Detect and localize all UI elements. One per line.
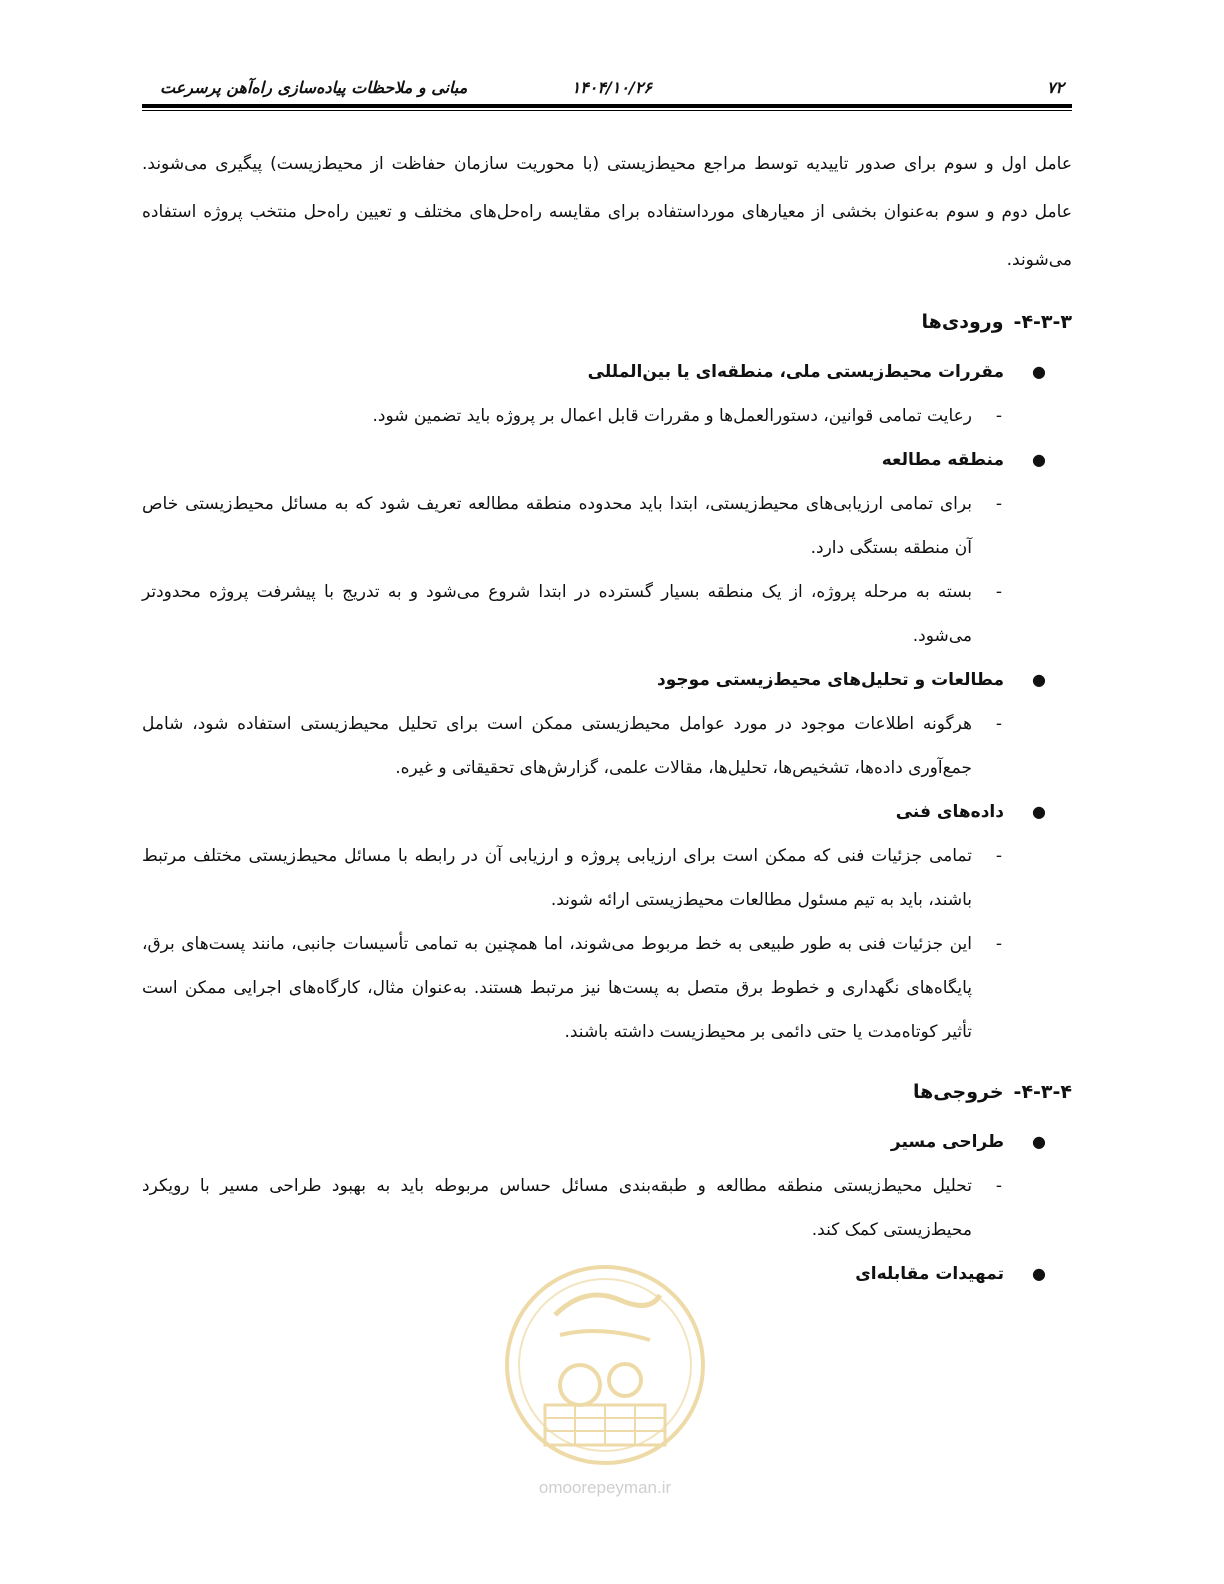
dash-icon: -	[995, 494, 1002, 514]
bullet-item: ● داده‌های فنی	[142, 792, 1072, 832]
bullet-icon: ●	[1032, 1132, 1046, 1151]
bullet-item: ● مطالعات و تحلیل‌های محیط‌زیستی موجود	[142, 660, 1072, 700]
bullet-item: ● منطقه مطالعه	[142, 440, 1072, 480]
section-number: ۴-۳-۳-	[1013, 311, 1072, 333]
bullet-icon: ●	[1032, 362, 1046, 381]
section-heading-outputs	[142, 1068, 1072, 1116]
section-title: خروجی‌ها	[913, 1081, 1004, 1103]
bullet-item: ● تمهیدات مقابله‌ای	[142, 1254, 1072, 1294]
bullet-item: ● طراحی مسیر	[142, 1122, 1072, 1162]
dash-icon: -	[995, 714, 1002, 734]
dash-icon: -	[995, 406, 1002, 426]
page-number: ۷۲	[1046, 78, 1064, 97]
dash-item: - تحلیل محیط‌زیستی منطقه مطالعه و طبقه‌بندی مسائل حساس مربوطه باید به بهبود طراحی مسیر با رویکرد محیط‌زیستی کمک کند.	[142, 1164, 1072, 1252]
watermark-site: omoorepeyman.ir	[538, 1478, 672, 1497]
dash-item: - تمامی جزئیات فنی که ممکن است برای ارزیابی پروژه و ارزیابی آن در رابطه با مسائل محیط‌زیستی مختلف مرتبط باشند، باید به تیم مسئول مطالعات محیط‌زیستی ارائه شوند.	[142, 834, 1072, 922]
section-heading-inputs	[142, 298, 1072, 346]
dash-item: - هرگونه اطلاعات موجود در مورد عوامل محیط‌زیستی ممکن است برای تحلیل محیط‌زیستی استفاده شود، شامل جمع‌آوری داده‌ها، تشخیص‌ها، تحلیل‌ها، مقالات علمی، گزارش‌های تحقیقاتی و غیره.	[142, 702, 1072, 790]
dash-icon: -	[995, 934, 1002, 954]
bullet-item: ● مقررات محیط‌زیستی ملی، منطقه‌ای یا بین‌المللی	[142, 352, 1072, 392]
page-header	[142, 72, 1072, 108]
page-body	[142, 140, 1072, 1296]
bullet-icon: ●	[1032, 1264, 1046, 1283]
header-title: مبانی و ملاحظات پیاده‌سازی راه‌آهن پرسرعت	[160, 78, 468, 97]
dash-item: - این جزئیات فنی به طور طبیعی به خط مربوط می‌شوند، اما همچنین به تمامی تأسیسات جانبی، مانند پست‌های برق، پایگاه‌های نگهداری و خطوط برق متصل به پست‌ها نیز مرتبط هستند. به‌عنوان مثال، کارگاه‌های اجرایی ممکن است تأثیر کوتاه‌مدت یا حتی دائمی بر محیط‌زیست داشته باشند.	[142, 922, 1072, 1054]
bullet-icon: ●	[1032, 450, 1046, 469]
dash-icon: -	[995, 582, 1002, 602]
header-date: ۱۴۰۴/۱۰/۲۶	[571, 78, 652, 97]
header-rule-thick	[142, 104, 1072, 108]
dash-item: - برای تمامی ارزیابی‌های محیط‌زیستی، ابتدا باید محدوده منطقه مطالعه تعریف شود که به مسائل محیط‌زیستی خاص آن منطقه بستگی دارد.	[142, 482, 1072, 570]
dash-icon: -	[995, 1176, 1002, 1196]
stamp-logo-icon	[500, 1255, 710, 1505]
dash-item: - رعایت تمامی قوانین، دستورالعمل‌ها و مقررات قابل اعمال بر پروژه باید تضمین شود.	[142, 394, 1072, 438]
header-rule-thin	[142, 110, 1072, 111]
section-title: ورودی‌ها	[921, 311, 1004, 333]
section-number: ۴-۳-۴-	[1013, 1081, 1072, 1103]
dash-item: - بسته به مرحله پروژه، از یک منطقه بسیار گسترده در ابتدا شروع می‌شود و به تدریج با پیشرفت پروژه محدودتر می‌شود.	[142, 570, 1072, 658]
bullet-icon: ●	[1032, 670, 1046, 689]
dash-icon: -	[995, 846, 1002, 866]
intro-paragraph: عامل اول و سوم برای صدور تاییدیه توسط مراجع محیط‌زیستی (با محوریت سازمان حفاظت از محیط‌زیست) پیگیری می‌شوند. عامل دوم و سوم به‌عنوان بخشی از معیارهای مورداستفاده برای مقایسه راه‌حل‌های مختلف و تعیین راه‌حل منتخب پروژه استفاده می‌شوند.	[142, 154, 1072, 270]
bullet-icon: ●	[1032, 802, 1046, 821]
